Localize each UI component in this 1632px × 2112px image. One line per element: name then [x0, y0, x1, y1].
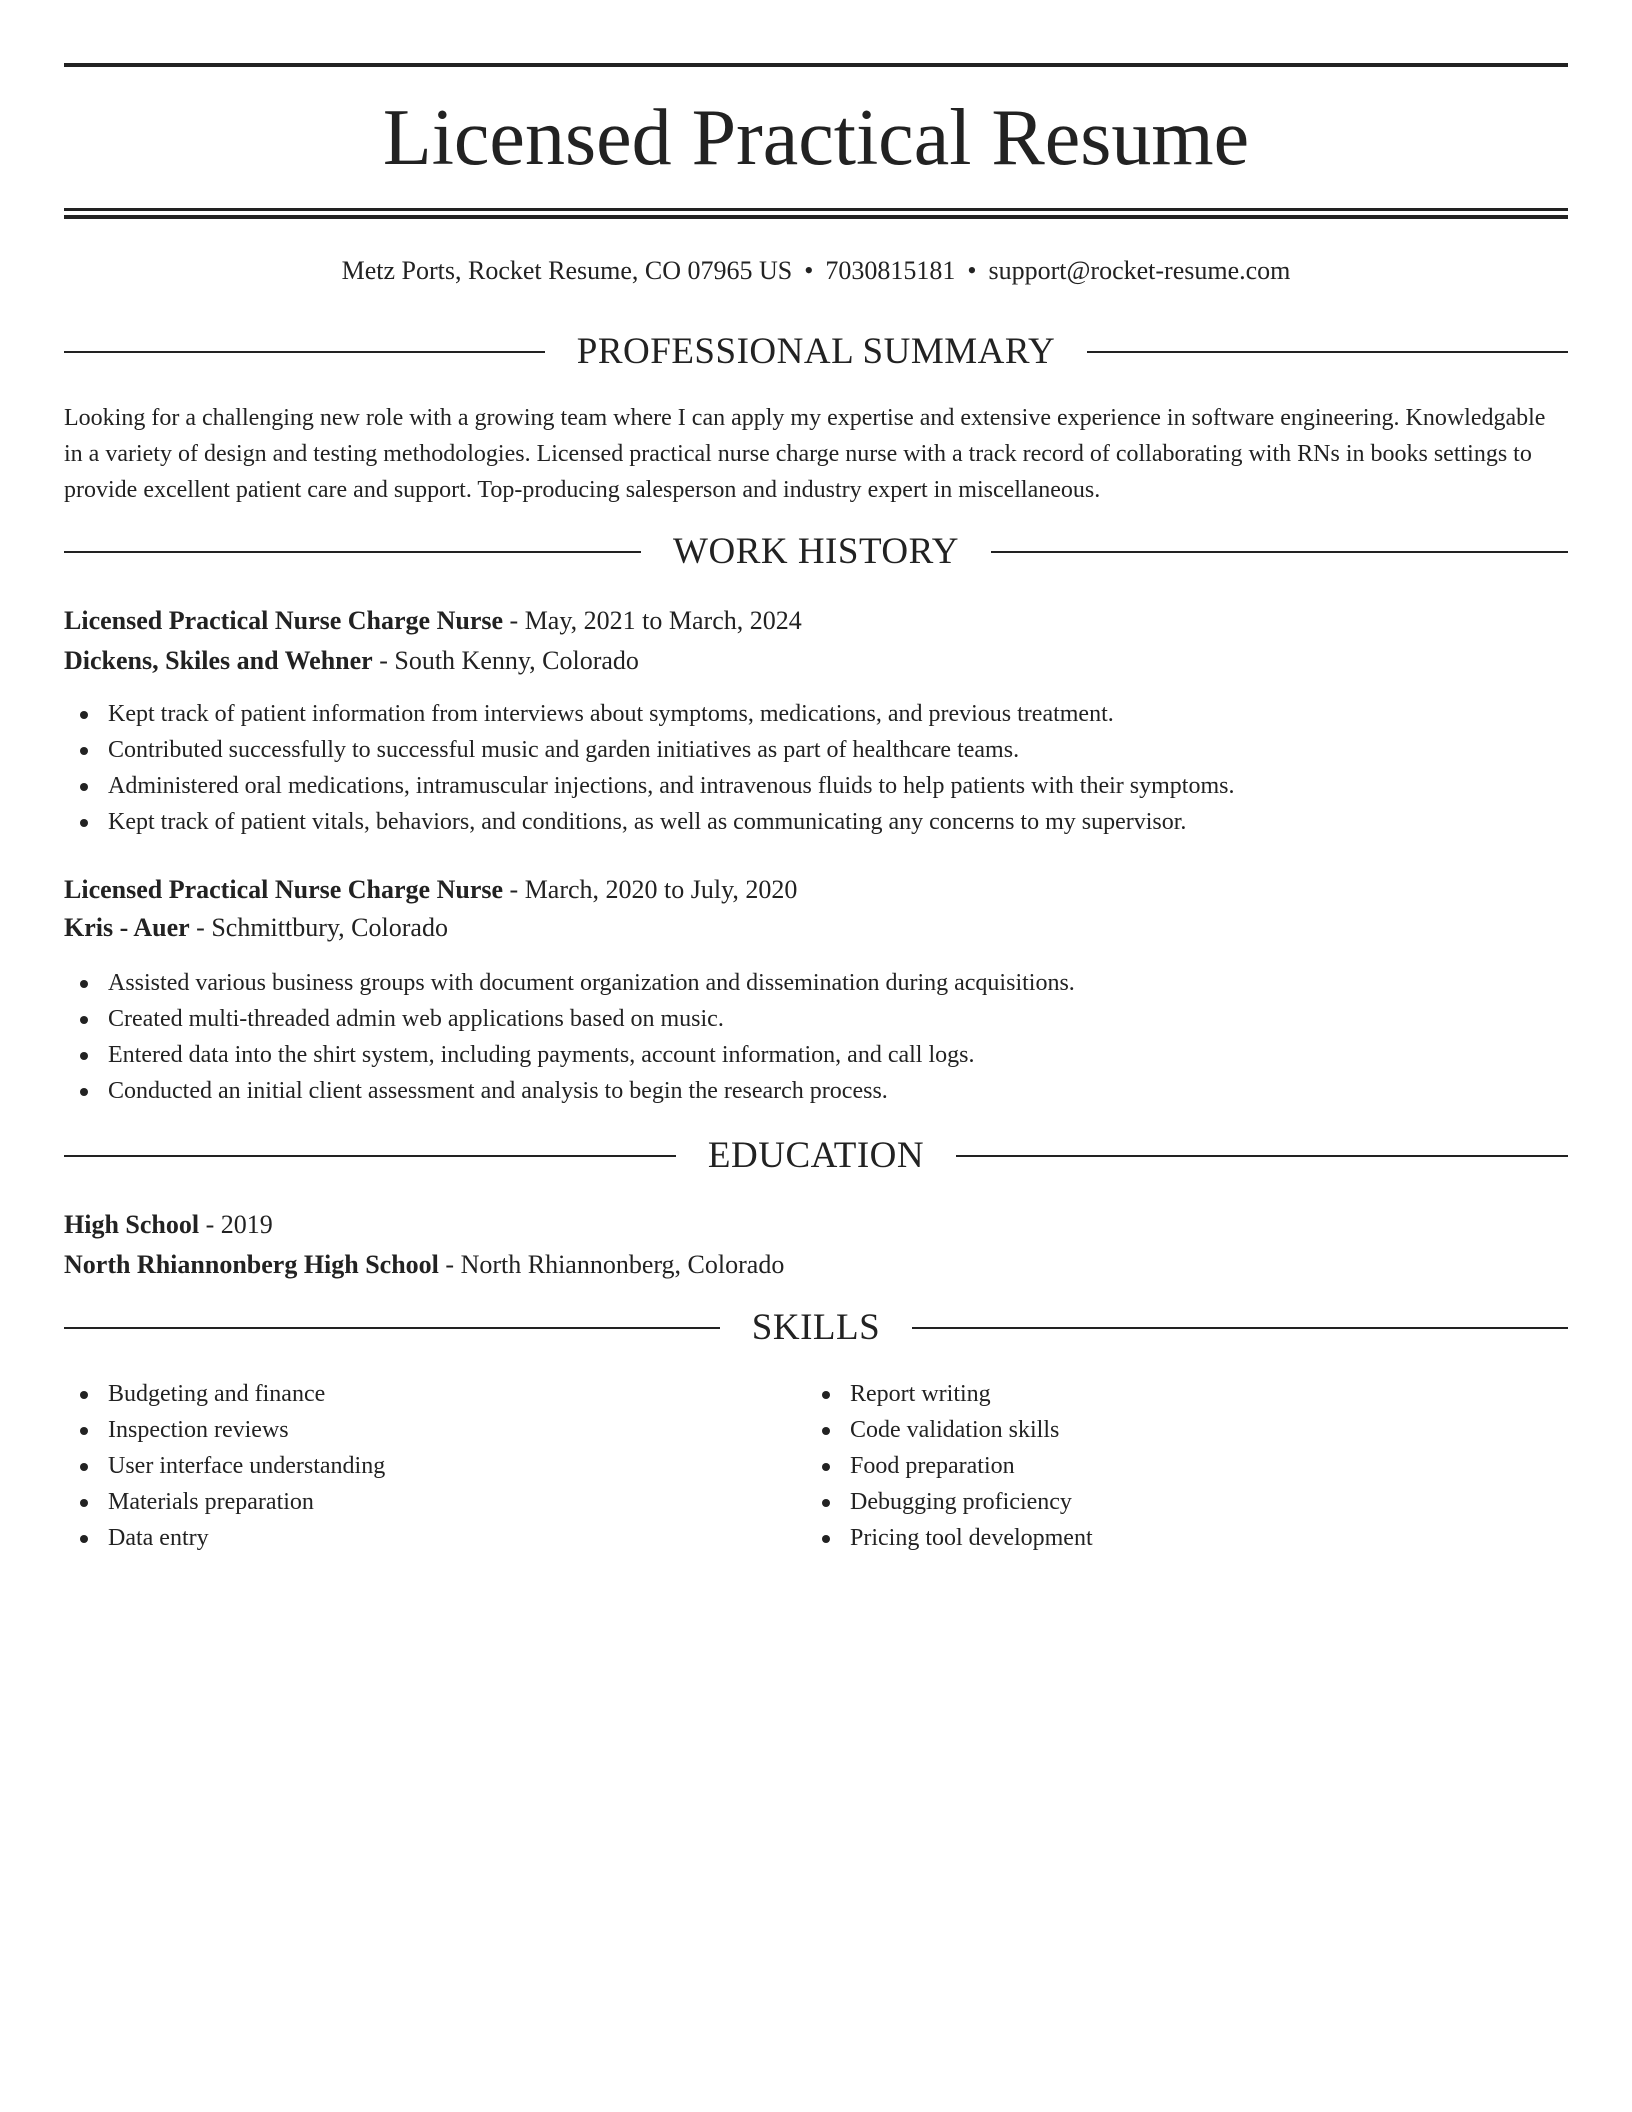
skill-item: User interface understanding: [64, 1448, 764, 1484]
education-school-line: [64, 1247, 1568, 1283]
skill-item: Debugging proficiency: [806, 1484, 1506, 1520]
contact-line: [64, 254, 1568, 288]
contact-phone: 7030815181: [825, 256, 956, 285]
education-heading: [64, 1134, 1568, 1178]
contact-separator: •: [804, 256, 814, 285]
resume-title: Licensed Practical Resume: [382, 94, 1250, 182]
summary-text: Looking for a challenging new role with a growing team where I can apply my expertise and extensive experience in software engineering. Knowledgable in a variety of design and testing methodologies. Licensed practical nurse charge nurse with a track record of collaborating with RNs in books settings to provide excellent patient care and support. Top-producing salesperson and industry expert in miscellaneous.: [64, 405, 1546, 503]
skill-item: Budgeting and finance: [64, 1376, 764, 1412]
job-1-company-line: [64, 643, 1568, 679]
skills-list-left: [64, 1376, 764, 1556]
section-title: SKILLS: [751, 1307, 881, 1348]
education-year: - 2019: [205, 1210, 273, 1239]
education-school: North Rhiannonberg High School: [64, 1250, 439, 1279]
heading-rule-left: [64, 551, 641, 553]
section-title: EDUCATION: [707, 1135, 925, 1176]
skill-item: Food preparation: [806, 1448, 1506, 1484]
duty-item: Entered data into the shirt system, including payments, account information, and call logs.: [64, 1037, 1568, 1073]
education-location: - North Rhiannonberg, Colorado: [445, 1250, 785, 1279]
skill-item: Code validation skills: [806, 1412, 1506, 1448]
title-divider-thin: [64, 208, 1568, 211]
duty-item: Kept track of patient vitals, behaviors, and conditions, as well as communicating any concerns to my supervisor.: [64, 804, 1568, 840]
job-company: Kris - Auer: [64, 913, 190, 942]
heading-rule-left: [64, 1155, 676, 1157]
top-divider: [64, 63, 1568, 67]
duty-item: Administered oral medications, intramuscular injections, and intravenous fluids to help patients with their symptoms.: [64, 768, 1568, 804]
section-title: PROFESSIONAL SUMMARY: [576, 331, 1056, 372]
duty-item: Created multi-threaded admin web applications based on music.: [64, 1001, 1568, 1037]
heading-rule-left: [64, 1327, 720, 1329]
duty-item: Kept track of patient information from interviews about symptoms, medications, and previous treatment.: [64, 696, 1568, 732]
duty-item: Conducted an initial client assessment and analysis to begin the research process.: [64, 1073, 1568, 1109]
heading-rule-right: [912, 1327, 1568, 1329]
duty-item: Assisted various business groups with document organization and dissemination during acquisitions.: [64, 965, 1568, 1001]
duty-item: Contributed successfully to successful music and garden initiatives as part of healthcare teams.: [64, 732, 1568, 768]
job-dates: - May, 2021 to March, 2024: [509, 606, 802, 635]
skill-item: Inspection reviews: [64, 1412, 764, 1448]
job-location: - Schmittbury, Colorado: [196, 913, 448, 942]
job-title: Licensed Practical Nurse Charge Nurse: [64, 875, 504, 904]
skill-item: Report writing: [806, 1376, 1506, 1412]
section-title: WORK HISTORY: [673, 531, 959, 572]
skills-heading: [64, 1306, 1568, 1350]
summary-heading: [64, 330, 1568, 374]
job-location: - South Kenny, Colorado: [379, 646, 639, 675]
skill-item: Pricing tool development: [806, 1520, 1506, 1556]
work-history-heading: [64, 530, 1568, 574]
contact-address: Metz Ports, Rocket Resume, CO 07965 US: [341, 256, 793, 285]
job-1-title-line: [64, 603, 1568, 639]
education-degree: High School: [64, 1210, 200, 1239]
skill-item: Data entry: [64, 1520, 764, 1556]
job-2-company-line: [64, 910, 1568, 946]
heading-rule-right: [991, 551, 1568, 553]
contact-separator: •: [967, 256, 977, 285]
title-divider-thick: [64, 215, 1568, 219]
contact-email: support@rocket-resume.com: [988, 256, 1291, 285]
job-dates: - March, 2020 to July, 2020: [509, 875, 798, 904]
job-title: Licensed Practical Nurse Charge Nurse: [64, 606, 504, 635]
job-2-title-line: [64, 872, 1568, 908]
skills-list-right: [806, 1376, 1506, 1556]
job-1-duties: [64, 696, 1568, 840]
heading-rule-right: [956, 1155, 1568, 1157]
job-company: Dickens, Skiles and Wehner: [64, 646, 373, 675]
education-degree-line: [64, 1207, 1568, 1243]
job-2-duties: [64, 965, 1568, 1109]
heading-rule-left: [64, 351, 545, 353]
heading-rule-right: [1087, 351, 1568, 353]
skill-item: Materials preparation: [64, 1484, 764, 1520]
